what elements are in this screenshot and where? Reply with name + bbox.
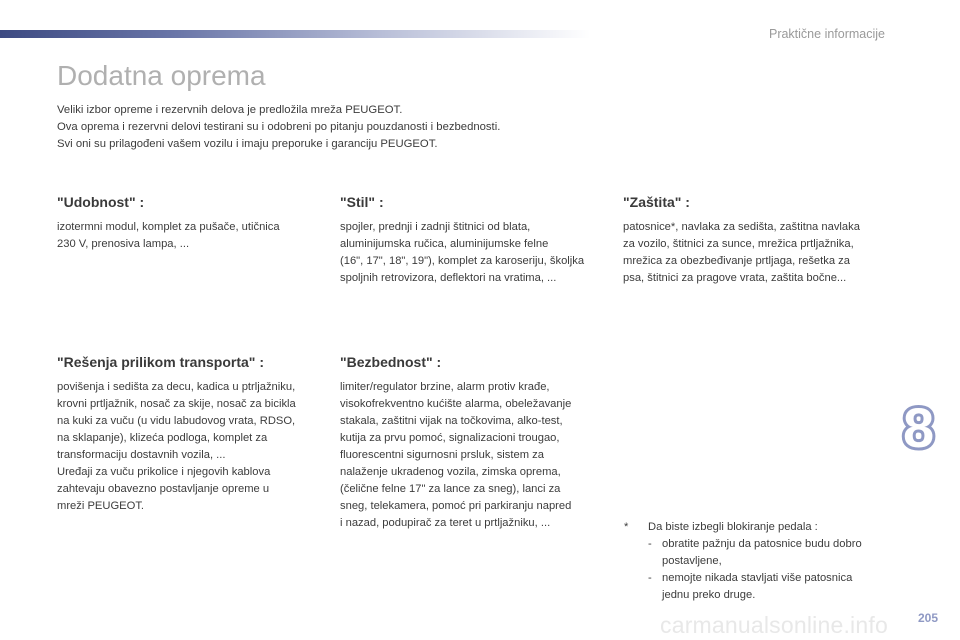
bullet-line: postavljene, [662, 555, 722, 567]
card-line: visokofrekventno kućište alarma, obeležavanje [340, 398, 572, 410]
card-heading: "Udobnost" : [57, 194, 145, 210]
card-line: Uređaji za vuču prikolice i njegovih kablova [57, 466, 271, 478]
card-line: stakala, zaštitni vijak na točkovima, alko-test, [340, 415, 563, 427]
intro-paragraph [57, 102, 500, 153]
chapter-number: 8 [903, 396, 935, 459]
card-line: krovni prtljažnik, nosač za skije, nosač za bicikla [57, 398, 296, 410]
card-line: za vozilo, štitnici za sunce, mrežica prtljažnika, [623, 238, 854, 250]
card-line: fluorescentni sigurnosni prsluk, sistem za [340, 449, 544, 461]
card-line: mreži PEUGEOT. [57, 500, 145, 512]
bullet-line: jednu preko druge. [662, 589, 756, 601]
card-heading: "Rešenja prilikom transporta" : [57, 354, 264, 370]
footnote-lead: Da biste izbegli blokiranje pedala : [648, 521, 818, 533]
card-body [57, 219, 325, 253]
card-line: mrežica za obezbeđivanje prtljaga, rešetka za [623, 255, 850, 267]
card-body [623, 219, 891, 287]
bullet-dash: - [648, 538, 652, 550]
page-title: Dodatna oprema [57, 60, 266, 91]
bullet-line: nemojte nikada stavljati više patosnica [662, 572, 853, 584]
card-zastita [623, 194, 891, 287]
card-heading: "Stil" : [340, 194, 384, 210]
card-line: limiter/regulator brzine, alarm protiv krađe, [340, 381, 550, 393]
section-label: Praktične informacije [768, 27, 885, 41]
card-line: na sklapanje), klizeća podloga, komplet za [57, 432, 268, 444]
header-gradient-bar [0, 30, 590, 38]
card-line: (čelične felne 17" za lance za sneg), lanci za [340, 483, 561, 495]
card-line: izotermni modul, komplet za pušače, utičnica [57, 221, 280, 233]
card-body [340, 379, 608, 532]
card-bezbednost [340, 354, 608, 532]
footnote-marker: * [624, 521, 629, 533]
card-line: psa, štitnici za pragove vrata, zaštita bočne... [623, 272, 847, 284]
card-heading: "Zaštita" : [623, 194, 690, 210]
card-body [340, 219, 608, 287]
card-udobnost [57, 194, 325, 253]
card-line: spoljnih retrovizora, deflektori na vratima, ... [340, 272, 557, 284]
card-line: zahtevaju obavezno postavljanje opreme u [57, 483, 270, 495]
card-line: (16", 17", 18", 19"), komplet za karoseriju, školjka [340, 255, 585, 267]
footnote-bullet [624, 536, 862, 570]
watermark: carmanualsonline.info [660, 612, 888, 638]
footnote [624, 519, 862, 604]
intro-line: Ova oprema i rezervni delovi testirani su i odobreni po pitanju pouzdanosti i bezbednosti. [57, 121, 501, 133]
card-heading: "Bezbednost" : [340, 354, 442, 370]
card-line: transformaciju dostavnih vozila, ... [57, 449, 226, 461]
bullet-line: obratite pažnju da patosnice budu dobro [662, 538, 862, 550]
card-line: sneg, telekamera, pomoć pri parkiranju napred [340, 500, 572, 512]
intro-line: Svi oni su prilagođeni vašem vozilu i imaju preporuke i garanciju PEUGEOT. [57, 138, 438, 150]
intro-line: Veliki izbor opreme i rezervnih delova je predložila mreža PEUGEOT. [57, 104, 403, 116]
card-line: nalaženje ukradenog vozila, zimska oprema, [340, 466, 561, 478]
card-line: kutija za prvu pomoć, signalizacioni trougao, [340, 432, 560, 444]
card-line: na kuki za vuču (u vidu labudovog vrata, RDSO, [57, 415, 296, 427]
page-number: 205 [917, 611, 938, 625]
card-line: povišenja i sedišta za decu, kadica u ptrljažniku, [57, 381, 296, 393]
card-transport [57, 354, 325, 515]
card-line: spojler, prednji i zadnji štitnici od blata, [340, 221, 531, 233]
card-body [57, 379, 325, 515]
bullet-dash: - [648, 572, 652, 584]
card-line: patosnice*, navlaka za sedišta, zaštitna navlaka [623, 221, 860, 233]
card-line: aluminijumska ručica, aluminijumske felne [340, 238, 549, 250]
footnote-bullet [624, 570, 862, 604]
card-line: i nazad, podupirač za teret u prtljažniku, ... [340, 517, 551, 529]
card-stil [340, 194, 608, 287]
card-line: 230 V, prenosiva lampa, ... [57, 238, 190, 250]
